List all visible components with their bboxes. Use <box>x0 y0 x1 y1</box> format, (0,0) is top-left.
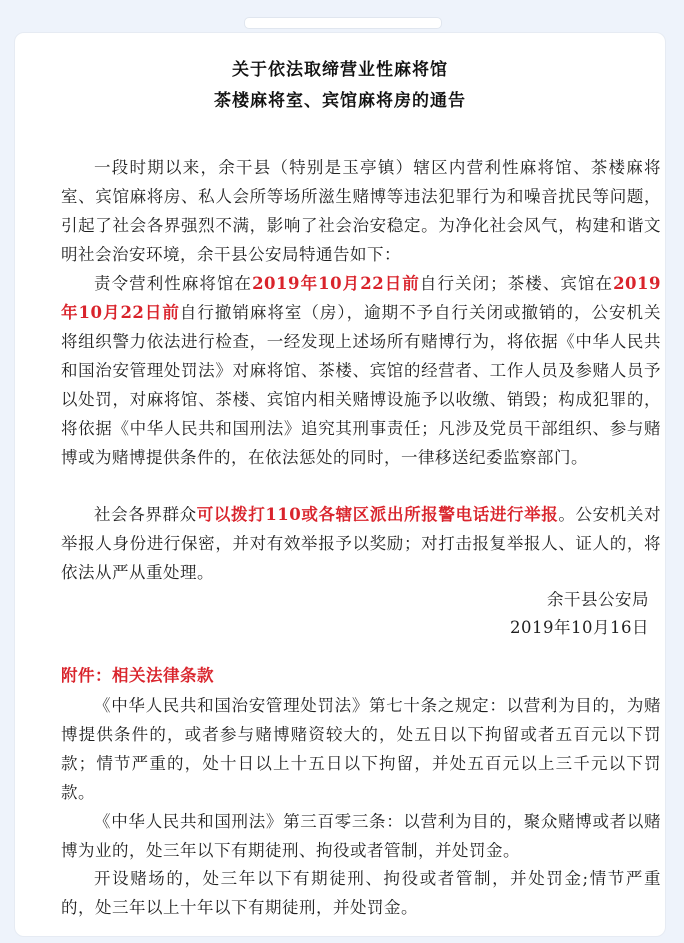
signature-organization: 余干县公安局 <box>547 590 649 609</box>
annex-paragraph-2: 《中华人民共和国刑法》第三百零三条：以营利为目的，聚众赌博或者以赌博为业的，处三年以下有期徒刑、拘役或者管制，并处罚金。 <box>61 812 661 860</box>
notice-document <box>15 33 665 936</box>
para3-text-c: 。公安机关对举报人身份进行保密，并对有效举报予以奖励；对打击报复举报人、证人的，将依法从严从重处理。 <box>61 505 662 582</box>
annex-heading: 附件：相关法律条款 <box>61 666 214 685</box>
top-handle-bar <box>244 17 442 29</box>
notice-title-line1: 关于依法取缔营业性麻将馆 <box>232 60 448 80</box>
notice-paragraph-2 <box>61 269 661 472</box>
para2-text-a: 责令营利性麻将馆在 <box>94 274 253 293</box>
notice-title-line2: 茶楼麻将室、宾馆麻将房的通告 <box>214 91 466 111</box>
notice-paragraph-1: 一段时期以来，余干县（特别是玉亭镇）辖区内营利性麻将馆、茶楼麻将室、宾馆麻将房、私人会所等场所滋生赌博等违法犯罪行为和噪音扰民等问题，引起了社会各界强烈不满，影响了社会治安稳定。为净化社会风气，构建和谐文明社会治安环境，余干县公安局特通告如下： <box>61 158 661 264</box>
para3-text-a: 社会各界群众 <box>94 505 197 524</box>
annex-paragraph-1: 《中华人民共和国治安管理处罚法》第七十条之规定：以营利为目的，为赌博提供条件的，或者参与赌博赌资较大的，处五日以下拘留或者五百元以下罚款；情节严重的，处十日以上十五日以下拘留，并处五百元以上三千元以下罚款。 <box>61 696 661 802</box>
report-hotline-highlight: 可以拨打110或各辖区派出所报警电话进行举报 <box>196 505 559 524</box>
notice-paragraph-3 <box>61 500 661 587</box>
deadline-highlight-2: 2019年10月22日前 <box>61 274 662 322</box>
para2-text-e: 自行撤销麻将室（房），逾期不予自行关闭或撤销的，公安机关将组织警力依法进行检查，一经发现上述场所有赌博行为，将依据《中华人民共和国治安管理处罚法》对麻将馆、茶楼、宾馆的经营者、工作人员及参赌人员予以处罚，对麻将馆、茶楼、宾馆内相关赌博设施予以收缴、销毁；构成犯罪的，将依据《中华人民共和国刑法》追究其刑事责任；凡涉及党员干部组织、参与赌博或为赌博提供条件的，在依法惩处的同时，一律移送纪委监察部门。 <box>61 303 661 467</box>
para2-text-c: 自行关闭；茶楼、宾馆在 <box>419 274 614 293</box>
deadline-highlight-1: 2019年10月22日前 <box>252 274 420 293</box>
annex-paragraph-3: 开设赌场的，处三年以下有期徒刑、拘役或者管制，并处罚金;情节严重的，处三年以上十年以下有期徒刑，并处罚金。 <box>61 869 661 917</box>
signature-date: 2019年10月16日 <box>510 618 649 637</box>
document-card <box>14 32 666 937</box>
